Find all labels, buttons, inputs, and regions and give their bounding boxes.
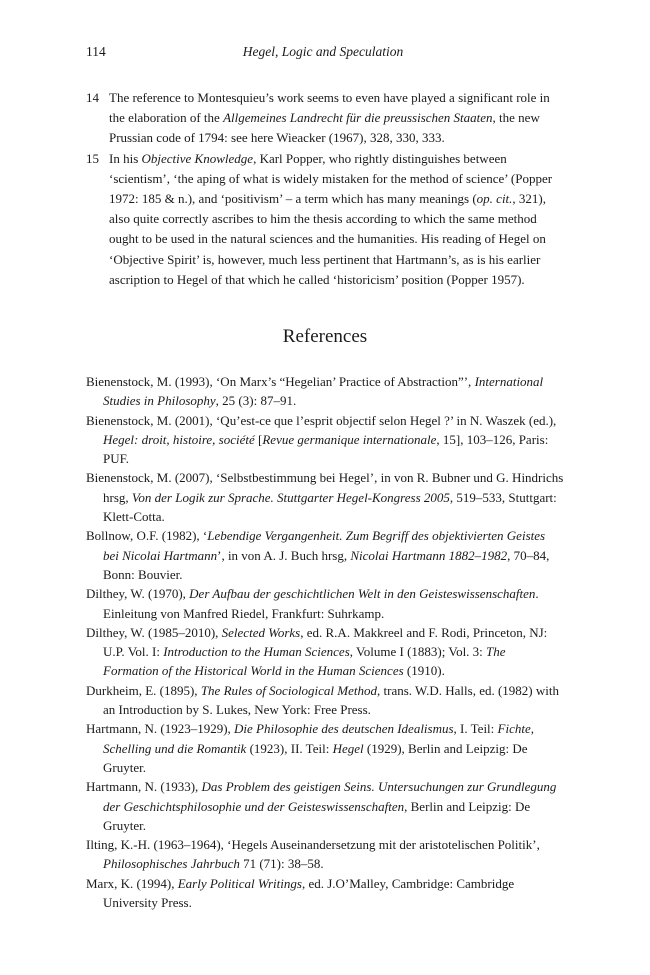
text-segment: , 70–84, Bonn: Bouvier. bbox=[103, 547, 550, 582]
italic-segment: op. cit. bbox=[476, 191, 513, 207]
text-segment: . Einleitung von Manfred Riedel, Frankfurt: Suhrkamp. bbox=[103, 586, 539, 621]
text-segment: Bollnow, O.F. (1982), ‘ bbox=[86, 528, 208, 544]
text-segment: , Volume I (1883); Vol. 3: bbox=[349, 644, 487, 660]
text-segment: , Karl Popper, who rightly distinguishes between ‘scientism’, ‘the aping of what is widely mistaken for the method of science’ (Popper 1972: 185 & n.), and ‘positivism’ – a term which has many meanings ( bbox=[109, 150, 553, 207]
italic-segment: Lebendige Vergangenheit. Zum Begriff des objektivierten Geistes bei Nicolai Hartmann bbox=[103, 528, 546, 563]
endnotes bbox=[86, 88, 564, 290]
italic-segment: Das Problem des geistigen Seins. Untersuchungen zur Grundlegung der Geschichtsphilosophie und der Geisteswissenschaften bbox=[103, 779, 557, 814]
text-segment: , I. Teil: bbox=[453, 721, 498, 737]
italic-segment: Der Aufbau der geschichtlichen Welt in den Geisteswissenschaften bbox=[189, 586, 536, 602]
reference-entry bbox=[86, 719, 564, 777]
text-segment: [ bbox=[254, 431, 263, 447]
italic-segment: Hegel: droit, histoire, société bbox=[103, 431, 255, 447]
text-segment: Durkheim, E. (1895), bbox=[86, 682, 201, 698]
text-segment: (1910). bbox=[403, 663, 445, 679]
italic-segment: The Rules of Sociological Method bbox=[200, 682, 378, 698]
reference-entry bbox=[86, 526, 564, 584]
text-segment: Bienenstock, M. (1993), ‘On Marx’s “Hegelian’ Practice of Abstraction”’, bbox=[86, 374, 475, 389]
reference-entry bbox=[86, 372, 564, 411]
text-segment: , ed. R.A. Makkreel and F. Rodi, Princeton, NJ: U.P. Vol. I: bbox=[103, 624, 548, 660]
reference-entry bbox=[86, 468, 564, 526]
text-segment: (1923), II. Teil: bbox=[246, 740, 333, 756]
text-segment: Marx, K. (1994), bbox=[86, 875, 178, 891]
text-segment: The reference to Montesquieu’s work seems to even have played a significant role in the elaboration of the bbox=[109, 90, 550, 126]
italic-segment: Selected Works bbox=[221, 624, 301, 640]
text-segment: Hartmann, N. (1933), bbox=[86, 779, 202, 795]
italic-segment: Von der Logik zur Sprache. Stuttgarter Hegel-Kongress 2005 bbox=[131, 489, 450, 505]
text-segment: (1929), Berlin and Leipzig: De Gruyter. bbox=[103, 740, 528, 775]
italic-segment: Philosophisches Jahrbuch bbox=[103, 856, 240, 872]
endnote-14 bbox=[86, 88, 564, 149]
endnote-15 bbox=[86, 149, 564, 290]
running-header bbox=[86, 44, 560, 66]
text-segment: Bienenstock, M. (2007), ‘Selbstbestimmung bei Hegel’, in von R. Bubner und G. Hindrichs hrsg, bbox=[86, 470, 564, 505]
endnote-number: 14 bbox=[86, 90, 99, 105]
endnote-number: 15 bbox=[86, 150, 99, 166]
references-list bbox=[86, 372, 564, 912]
italic-segment: Die Philosophie des deutschen Idealismus bbox=[234, 721, 454, 737]
reference-entry bbox=[86, 584, 564, 623]
reference-entry bbox=[86, 874, 564, 913]
text-segment: Dilthey, W. (1985–2010), bbox=[86, 624, 222, 640]
text-segment: 71 (71): 38–58. bbox=[239, 856, 324, 872]
references-heading: References bbox=[282, 326, 368, 347]
italic-segment: International Studies in Philosophy bbox=[103, 374, 544, 409]
italic-segment: Nicolai Hartmann 1882–1982 bbox=[350, 547, 508, 563]
italic-segment: The Formation of the Historical World in the Human Sciences bbox=[103, 644, 506, 679]
text-segment: , 321), also quite correctly ascribes to him the thesis according to which the same method ought to be used in the natural sciences and the humanities. His reading of Hegel on ‘Objective Spirit’ is, however, much less pertinent that Hartmann’s, as is his earlier ascription to Hegel of that which he called ‘historicism’ position (Popper 1957). bbox=[109, 191, 547, 287]
italic-segment: Allgemeines Landrecht für die preussischen Staaten bbox=[223, 110, 493, 126]
italic-segment: Fichte, Schelling und die Romantik bbox=[103, 721, 534, 756]
italic-segment: Introduction to the Human Sciences bbox=[163, 644, 350, 660]
reference-entry bbox=[86, 777, 564, 835]
reference-entry bbox=[86, 411, 564, 469]
italic-segment: Objective Knowledge bbox=[141, 150, 254, 166]
text-segment: ’, in von A. J. Buch hrsg, bbox=[217, 547, 351, 563]
text-segment: , trans. W.D. Halls, ed. (1982) with an Introduction by S. Lukes, New York: Free Press. bbox=[103, 682, 559, 718]
page-number: 114 bbox=[86, 44, 106, 59]
text-segment: , the new Prussian code of 1794: see here Wieacker (1967), 328, 330, 333. bbox=[109, 110, 540, 146]
text-segment: Hartmann, N. (1923–1929), bbox=[86, 721, 235, 737]
reference-entry bbox=[86, 623, 564, 681]
text-segment: Ilting, K.-H. (1963–1964), ‘Hegels Auseinandersetzung mit der aristotelischen Politik’, bbox=[86, 837, 540, 853]
text-segment: Dilthey, W. (1970), bbox=[86, 586, 190, 602]
italic-segment: Revue germanique internationale bbox=[262, 431, 437, 447]
reference-entry bbox=[86, 681, 564, 720]
text-segment: In his bbox=[109, 150, 142, 166]
italic-segment: Hegel bbox=[332, 740, 364, 756]
running-title: Hegel, Logic and Speculation bbox=[242, 44, 404, 59]
text-segment: , 519–533, Stuttgart: Klett-Cotta. bbox=[103, 489, 557, 525]
reference-entry bbox=[86, 835, 564, 874]
text-segment: , 25 (3): 87–91. bbox=[215, 393, 297, 409]
text-segment: , ed. J.O’Malley, Cambridge: Cambridge University Press. bbox=[103, 875, 515, 911]
italic-segment: Early Political Writings bbox=[177, 875, 302, 891]
text-segment: , Berlin and Leipzig: De Gruyter. bbox=[103, 798, 531, 833]
text-segment: Bienenstock, M. (2001), ‘Qu’est-ce que l’esprit objectif selon Hegel ?’ in N. Waszek (ed.), bbox=[86, 412, 557, 428]
text-segment: , 15], 103–126, Paris: PUF. bbox=[103, 431, 549, 467]
